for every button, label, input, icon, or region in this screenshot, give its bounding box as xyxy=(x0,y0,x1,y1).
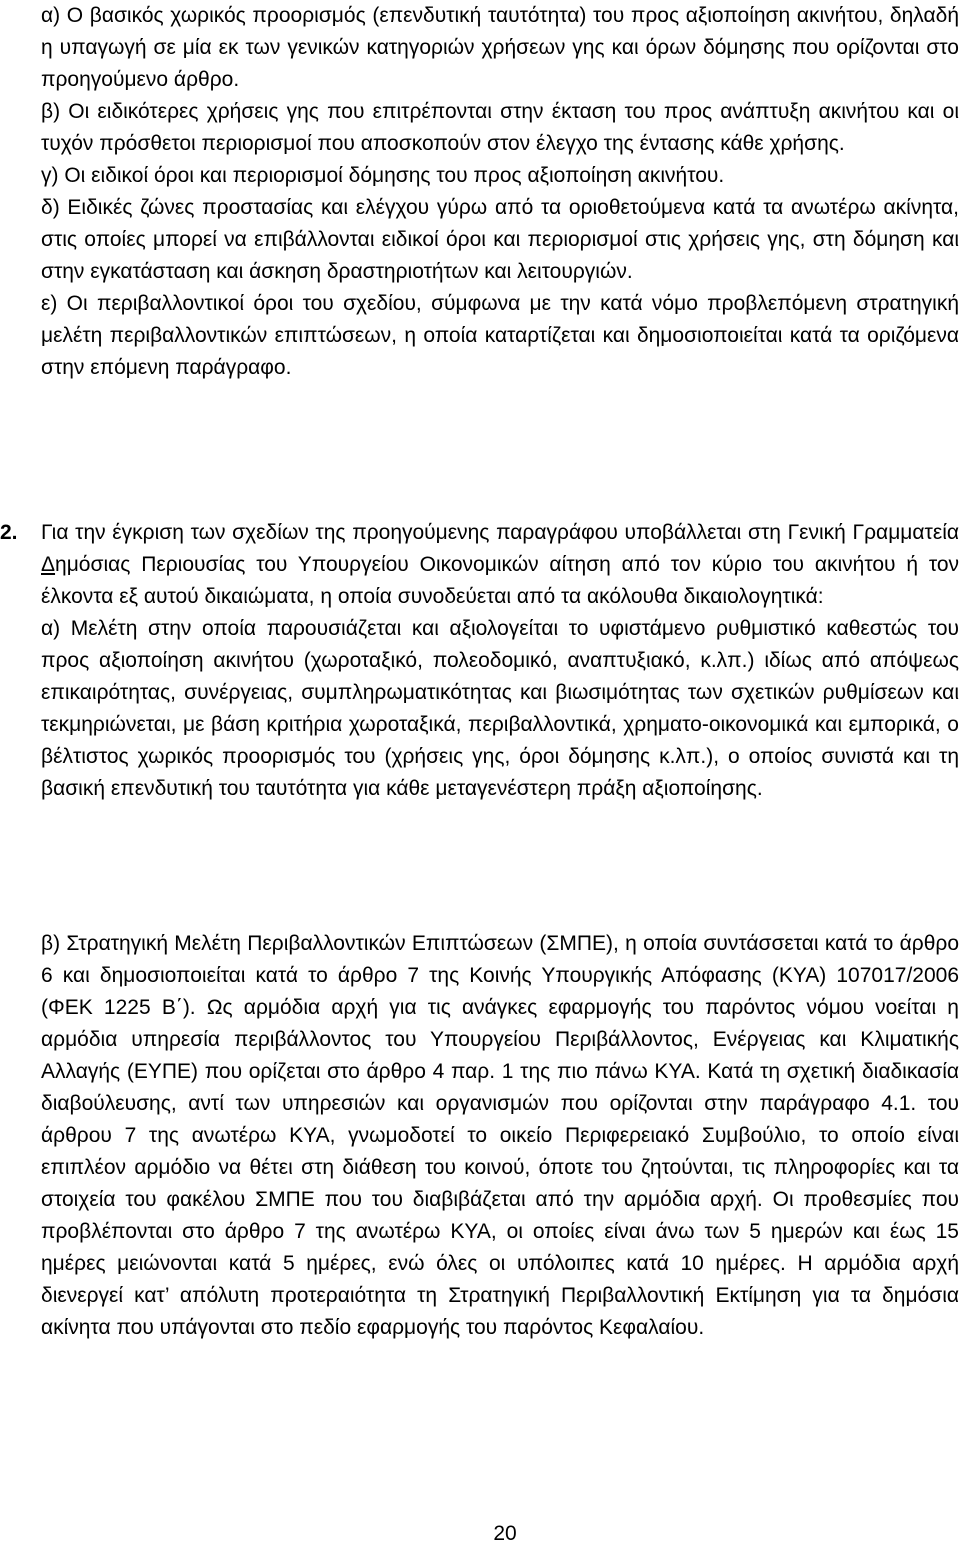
list-item-delta: δ) Ειδικές ζώνες προστασίας και ελέγχου γύρω από τα οριοθετούμενα κατά τα ανωτέρω ακίνητα, στις οποίες μπορεί να επιβάλλονται ειδικοί όροι και περιορισμοί στις χρήσεις γης, στη δόμηση και στην εγκατάσταση και άσκηση δραστηριοτήτων και λειτουργιών. xyxy=(41,196,959,283)
list-item-epsilon: ε) Οι περιβαλλοντικοί όροι του σχεδίου, σύμφωνα με την κατά νόμο προβλεπόμενη στρατηγική μελέτη περιβαλλοντικών επιπτώσεων, η οποία καταρτίζεται και δημοσιοποιείται κατά τα οριζόμενα στην επόμενη παράγραφο. xyxy=(41,292,959,379)
section-2-item-alpha: α) Μελέτη στην οποία παρουσιάζεται και αξιολογείται το υφιστάμενο ρυθμιστικό καθεστώς του προς αξιοποίηση ακινήτου (χωροταξικό, πολεοδομικό, αναπτυξιακό, κ.λπ.) ιδίως από απόψεως επικαιρότητας, συνέργειας, συμπληρωματικότητας και βιωσιμότητας των σχετικών ρυθμίσεων και τεκμηριώνεται, με βάση κριτήρια χωροταξικά, περιβαλλοντικά, χρηματο-οικονομικά και εμπορικά, ο βέλτιστος χωρικός προορισμός του (χρήσεις γης, όροι δόμησης κ.λπ.), ο οποίος συνιστά και τη βασική επενδυτική του ταυτότητα για κάθε μεταγενέστερη πράξη αξιοποίησης. xyxy=(41,617,959,800)
list-item-beta: β) Οι ειδικότερες χρήσεις γης που επιτρέπονται στην έκταση του προς ανάπτυξη ακινήτου και οι τυχόν πρόσθετοι περιορισμοί που αποσκοπούν στον έλεγχο της έντασης κάθε χρήσης. xyxy=(41,100,959,155)
intro-underlined-letter: Δ xyxy=(41,553,56,576)
section-2-item-beta: β) Στρατηγική Μελέτη Περιβαλλοντικών Επιπτώσεων (ΣΜΠΕ), η οποία συντάσσεται κατά το άρθρο 6 και δημοσιοποιείται κατά το άρθρο 7 της Κοινής Υπουργικής Απόφασης (ΚΥΑ) 107017/2006 (ΦΕΚ 1225 Β΄). Ως αρμόδια αρχή για τις ανάγκες εφαρμογής του παρόντος νόμου νοείται η αρμόδια υπηρεσία περιβάλλοντος του Υπουργείου Περιβάλλοντος, Ενέργειας και Κλιματικής Αλλαγής (ΕΥΠΕ) που ορίζεται στο άρθρο 4 παρ. 1 της πιο πάνω ΚΥΑ. Κατά τη σχετική διαδικασία διαβούλευσης, αντί των υπηρεσιών και οργανισμών που ορίζονται στην παράγραφο 4.1. του άρθρου 7 της ανωτέρω ΚΥΑ, γνωμοδοτεί το οικείο Περιφερειακό Συμβούλιο, το οποίο είναι επιπλέον αρμόδιο να θέτει στη διάθεση του κοινού, όποτε του ζητούνται, τις πληροφορίες και τα στοιχεία του φακέλου ΣΜΠΕ που του διαβιβάζεται από την αρμόδια αρχή. Οι προθεσμίες που προβλέπονται στο άρθρο 7 της ανωτέρω ΚΥΑ, οι οποίες είναι άνω των 5 ημερών και έως 15 ημέρες μειώνονται κατά 5 ημέρες, ενώ όλες οι υπόλοιπες κατά 10 ημέρες. Η αρμόδια αρχή διενεργεί κατ’ απόλυτη προτεραιότητα τη Στρατηγική Περιβαλλοντική Εκτίμηση για τα δημόσια ακίνητα που υπάγονται στο πεδίο εφαρμογής του παρόντος Κεφαλαίου. xyxy=(41,932,959,1339)
page-number: 20 xyxy=(493,1522,517,1545)
section-1-list xyxy=(41,0,959,384)
list-item-alpha: α) Ο βασικός χωρικός προορισμός (επενδυτική ταυτότητα) του προς αξιοποίηση ακινήτου, δηλαδή η υπαγωγή σε μία εκ των γενικών κατηγοριών χρήσεων γης και όρων δόμησης που ορίζονται στο προηγούμενο άρθρο. xyxy=(41,4,959,91)
section-2-intro xyxy=(41,517,959,613)
intro-text-end: ημόσιας Περιουσίας του Υπουργείου Οικονομικών αίτηση από τον κύριο του ακινήτου ή τον έλκοντα εξ αυτού δικαιώματα, η οποία συνοδεύεται από τα ακόλουθα δικαιολογητικά: xyxy=(41,553,959,608)
section-number: 2. xyxy=(0,521,18,544)
intro-text-start: Για την έγκριση των σχεδίων της προηγούμενης παραγράφου υποβάλλεται στη Γενική Γραμματεία xyxy=(41,521,959,544)
list-item-gamma: γ) Οι ειδικοί όροι και περιορισμοί δόμησης του προς αξιοποίηση ακινήτου. xyxy=(41,164,725,187)
section-2-body xyxy=(41,517,959,805)
section-2-item-beta-block xyxy=(41,928,959,1344)
